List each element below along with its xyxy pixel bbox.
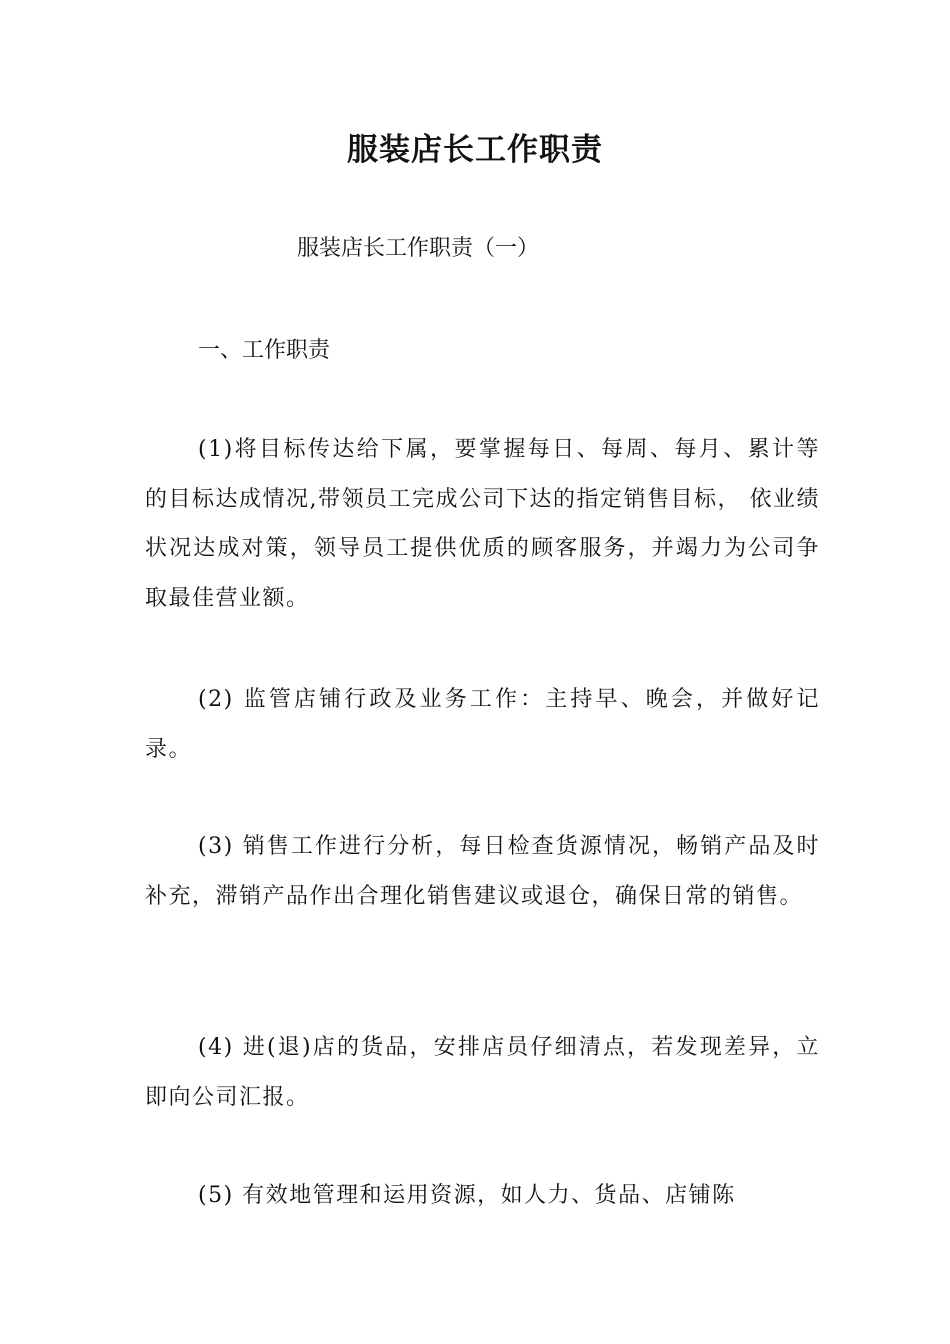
paragraph-4: (4) 进(退)店的货品，安排店员仔细清点，若发现差异，立即向公司汇报。: [145, 1035, 820, 1110]
section-heading: 一、工作职责: [198, 338, 331, 363]
document-title: 服装店长工作职责: [347, 132, 603, 168]
paragraph-5: (5) 有效地管理和运用资源，如人力、货品、店铺陈: [198, 1183, 736, 1208]
document-subtitle: 服装店长工作职责（一）: [297, 236, 540, 261]
paragraph-1: (1)将目标传达给下属，要掌握每日、每周、每月、累计等的目标达成情况,带领员工完成公司下达的指定销售目标， 依业绩状况达成对策，领导员工提供优质的顾客服务，并竭力为公司争取最佳营业额。: [145, 437, 820, 611]
paragraph-3: (3) 销售工作进行分析，每日检查货源情况，畅销产品及时补充，滞销产品作出合理化销售建议或退仓，确保日常的销售。: [145, 834, 820, 909]
paragraph-2: (2) 监管店铺行政及业务工作：主持早、晚会，并做好记录。: [145, 687, 820, 762]
